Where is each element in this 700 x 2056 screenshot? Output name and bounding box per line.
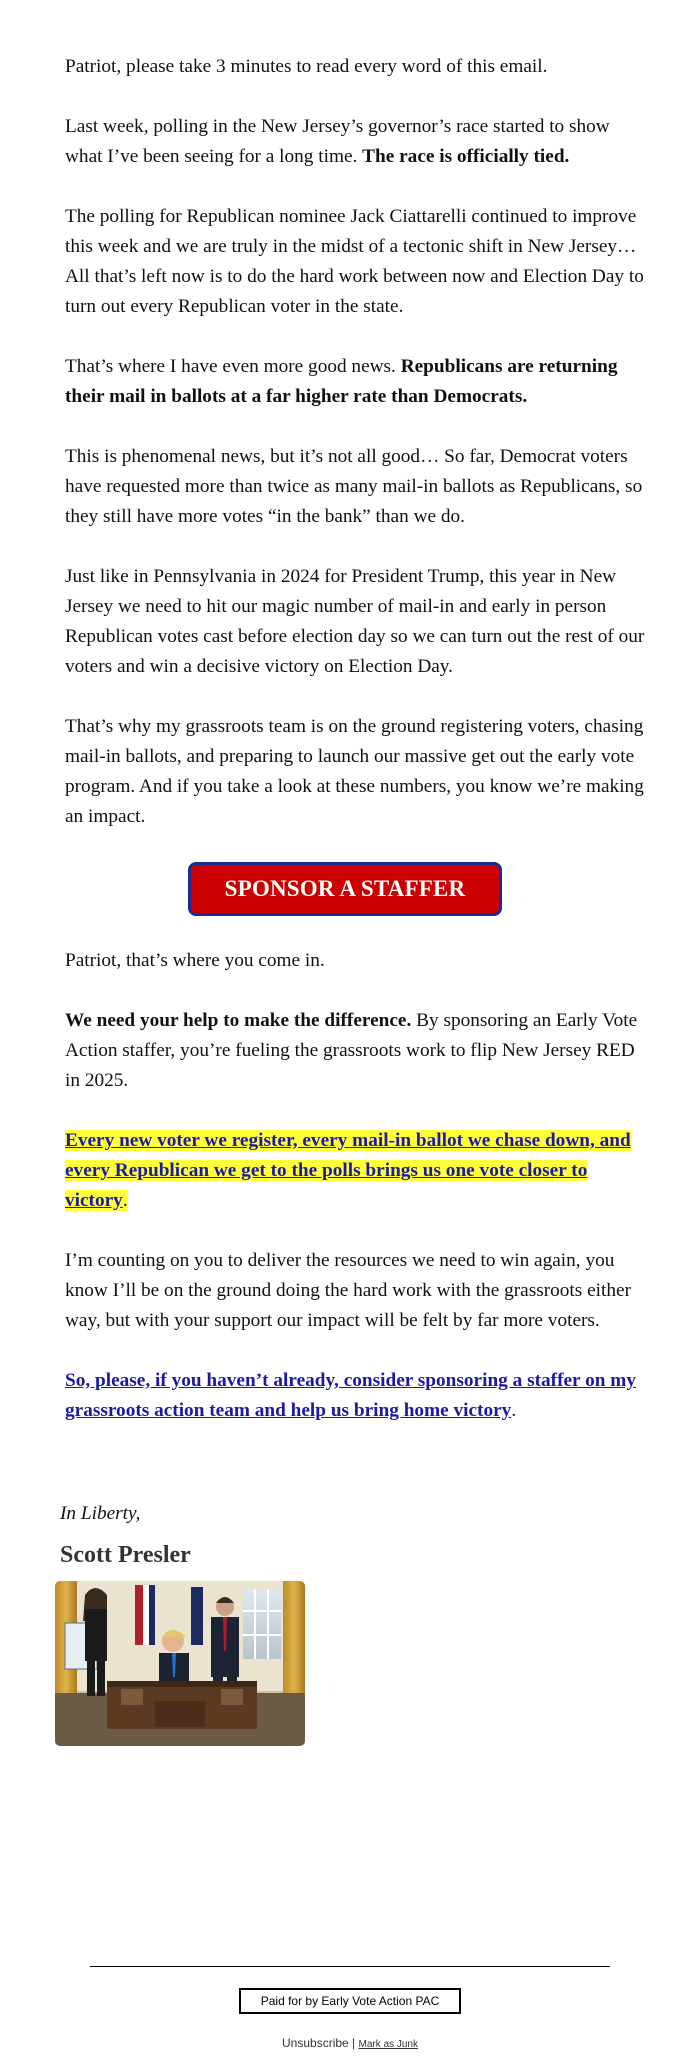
help-text: By sponsoring an Early Vote Action staffer, you’re fueling the grassroots work to flip New Jersey RED in 2025. (65, 1010, 638, 1091)
footer-separator: | (348, 2036, 359, 2050)
good-news-text: That’s where I have even more good news. (65, 356, 401, 377)
highlight-period: . (122, 1190, 128, 1211)
oval-office-photo (55, 1581, 305, 1746)
closing-text: In Liberty, (60, 1503, 141, 1524)
mark-as-junk-link[interactable]: Mark as Junk (358, 2039, 418, 2050)
sponsor-staffer-button[interactable]: SPONSOR A STAFFER (188, 862, 502, 916)
paragraph-pennsylvania: Just like in Pennsylvania in 2024 for President Trump, this year in New Jersey we need to hit our magic number of mail-in and early in person Republican votes cast before election day so we can turn out the rest of our voters and win a decisive victory on Election Day. (65, 566, 645, 677)
paragraph-highlight-link (65, 1126, 645, 1216)
group-photo (55, 1581, 305, 1746)
race-tied-bold: The race is officially tied. (362, 146, 570, 167)
footer-links (0, 2036, 700, 2050)
paid-for-disclaimer: Paid for by Early Vote Action PAC (239, 1988, 461, 2014)
vote-closer-link[interactable]: Every new voter we register, every mail-in ballot we chase down, and every Republican we get to the polls brings us one vote closer to victory (65, 1130, 631, 1211)
signer-name: Scott Presler (60, 1542, 191, 1568)
paragraph-where-you-come-in: Patriot, that’s where you come in. (65, 950, 325, 971)
sponsor-staffer-link[interactable]: So, please, if you haven’t already, consider sponsoring a staffer on my grassroots action team and help us bring home victory (65, 1370, 636, 1421)
email-body (65, 52, 645, 1456)
sponsor-link-period: . (511, 1400, 517, 1421)
paragraph-democrat-ballots: This is phenomenal news, but it’s not all good… So far, Democrat voters have requested more than twice as many mail-in ballots as Republicans, so they still have more votes “in the bank” than we do. (65, 446, 643, 527)
paragraph-polling (65, 112, 645, 172)
polling-text: Last week, polling in the New Jersey’s governor’s race started to show what I’ve been seeing for a long time. (65, 116, 610, 167)
signoff (60, 1500, 660, 1579)
highlight (65, 1130, 631, 1211)
paragraph-ciattarelli: The polling for Republican nominee Jack Ciattarelli continued to improve this week and we are truly in the midst of a tectonic shift in New Jersey… All that’s left now is to do the hard work between now and Election Day to turn out every Republican voter in the state. (65, 206, 644, 317)
paragraph-good-news (65, 352, 645, 412)
paragraph-intro: Patriot, please take 3 minutes to read every word of this email. (65, 56, 548, 77)
cta-wrapper (65, 862, 645, 916)
paragraph-counting-on-you: I’m counting on you to deliver the resources we need to win again, you know I’ll be on the ground doing the hard work with the grassroots either way, but with your support our impact will be felt by far more voters. (65, 1250, 632, 1331)
paragraph-grassroots-team: That’s why my grassroots team is on the ground registering voters, chasing mail-in ballots, and preparing to launch our massive get out the early vote program. And if you take a look at these numbers, you know we’re making an impact. (65, 716, 644, 827)
paragraph-help (65, 1006, 645, 1096)
help-bold: We need your help to make the difference. (65, 1010, 412, 1031)
paragraph-sponsor-link (65, 1366, 645, 1426)
footer-divider (90, 1966, 610, 1967)
unsubscribe-link[interactable]: Unsubscribe (282, 2036, 349, 2050)
mail-ballots-bold: Republicans are returning their mail in ballots at a far higher rate than Democrats. (65, 356, 618, 407)
